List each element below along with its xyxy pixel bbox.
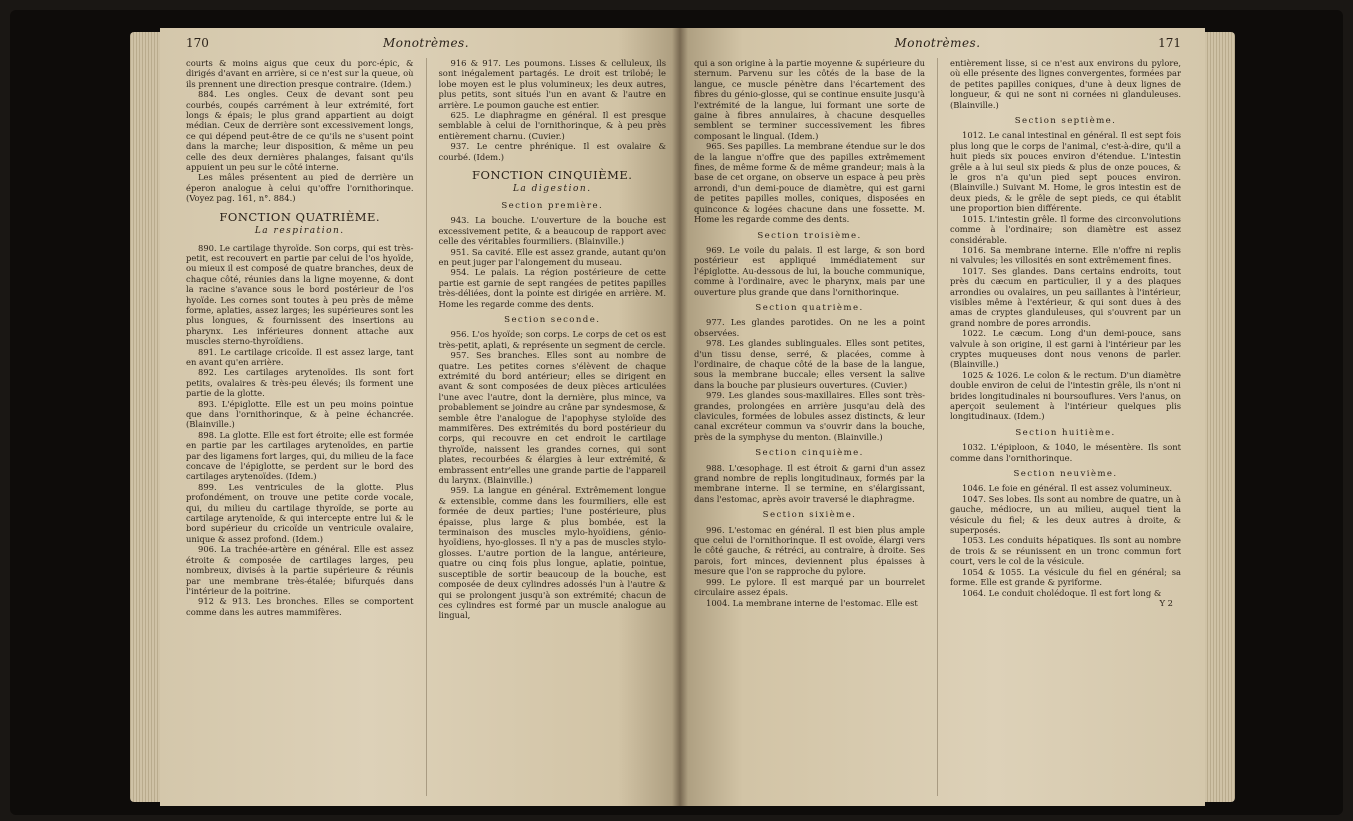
paragraph: 996. L'estomac en général. Il est bien plus ample que celui de l'ornithorinque. Il est ovoïde, élargi vers le côté gauche, & rétréci, au contraire, à droite. Ses parois, fort minces, deviennent plus épaisses à mesure que l'on se rapproche du pylore. <box>694 524 925 577</box>
paragraph: 956. L'os hyoïde; son corps. Le corps de cet os est très-petit, aplati, & représente un segment de cercle. <box>438 329 666 350</box>
section-heading: FONCTION QUATRIÈME. <box>219 209 381 224</box>
section-heading: Section sixième. <box>762 510 857 521</box>
page-number-right: 171 <box>1158 36 1181 50</box>
paragraph: 978. Les glandes sublinguales. Elles sont petites, d'un tissu dense, serré, & placées, comme à l'ordinaire, de chaque côté de la base de la langue, sous la membrane buccale; elles versent la salive dans la bouche par plusieurs ouvertures. (Cuvier.) <box>694 338 925 390</box>
paragraph: 891. Le cartilage cricoïde. Il est assez large, tant en avant qu'en arrière. <box>186 346 414 367</box>
paragraph: qui a son origine à la partie moyenne & supérieure du sternum. Parvenu sur les côtés de la base de la langue, ce muscle pénètre dans l'écartement des fibres du génio-glosse, qui se continue ensuite jusqu'à l'extrémité de la langue, lui formant une sorte de gaine à fibres annulaires, à chacune desquelles semblent se terminer successivement les fibres composant le lingual. (Idem.) <box>694 58 925 141</box>
column-rule <box>937 58 938 796</box>
paragraph: 957. Ses branches. Elles sont au nombre de quatre. Les petites cornes s'élèvent de chaque extrémité du bord antérieur; elles se dirigent en avant & sont composées de deux pièces articulées l'une avec l'autre, dont la dernière, plus mince, va probablement se joindre au crâne par syndesmose, & semble être l'analogue de l'apophyse styloïde des mammifères. Des extrémités du bord postérieur du corps, qui recouvre en cet endroit le cartilage thyroïde, naissent les grandes cornes, qui sont plates, recourbées & élargies à leur extrémité, & embrassent entr'elles une grande partie de l'appareil du larynx. (Blainville.) <box>438 350 666 486</box>
page-number-left: 170 <box>186 36 209 50</box>
paragraph: 1046. Le foie en général. Il est assez volumineux. <box>962 483 1173 494</box>
left-page <box>160 28 680 806</box>
section-heading: La digestion. <box>512 184 592 195</box>
paragraph: 916 & 917. Les poumons. Lisses & celluleux, ils sont inégalement partagés. Le droit est trilobé; le lobe moyen est le plus volumineux; les deux autres, plus petits, sont situés l'un en avant & l'autre en arrière. Le poumon gauche est entier. <box>438 58 666 110</box>
paragraph: 1053. Les conduits hépatiques. Ils sont au nombre de trois & se réunissent en un tronc commun fort court, vers le col de la vésicule. <box>950 535 1181 567</box>
paragraph: 892. Les cartilages arytenoïdes. Ils sont fort petits, ovalaires & très-peu élevés; ils forment une partie de la glotte. <box>186 367 414 399</box>
paragraph: 999. Le pylore. Il est marqué par un bourrelet circulaire assez épais. <box>694 576 925 598</box>
paragraph: 1032. L'épiploon, & 1040, le mésentère. Ils sont comme dans l'ornithorinque. <box>950 442 1181 463</box>
paragraph: 937. Le centre phrénique. Il est ovalaire & courbé. (Idem.) <box>438 141 666 162</box>
catchword: Y 2 <box>1159 597 1173 608</box>
running-head-left <box>186 36 666 54</box>
paragraph: 1017. Ses glandes. Dans certains endroits, tout près du cæcum en particulier, il y a des plaques arrondies ou ovalaires, un peu saillantes à l'intérieur, visibles même à l'extérieur, & qui sont dues à des amas de cryptes glanduleuses, qui s'ouvrent par un grand nombre de pores arrondis. <box>950 265 1181 328</box>
paragraph: 625. Le diaphragme en général. Il est presque semblable à celui de l'ornithorinque, & à peu près entièrement charnu. (Cuvier.) <box>438 110 666 141</box>
paragraph: 1064. Le conduit cholédoque. Il est fort long & <box>962 587 1162 598</box>
section-heading: Section huitième. <box>1015 427 1116 438</box>
book-spread <box>10 10 1343 815</box>
running-head-right <box>694 36 1181 54</box>
paragraph: 906. La trachée-artère en général. Elle est assez étroite & composée de cartilages larges, peu nombreux, divisés à la partie supérieure & réunis par une membrane très-étalée; bifurqués dans l'intérieur de la poitrine. <box>186 544 414 596</box>
paragraph: 954. Le palais. La région postérieure de cette partie est garnie de sept rangées de petites papilles très-déliées, dont la pointe est dirigée en arrière. M. Home les regarde comme des dents. <box>438 267 666 309</box>
section-heading: Section cinquième. <box>755 448 864 459</box>
paragraph: 951. Sa cavité. Elle est assez grande, autant qu'on en peut juger par l'alongement du museau. <box>438 246 666 267</box>
page-edges-left <box>130 32 160 802</box>
left-page-column-2 <box>439 58 667 796</box>
right-page-column-2 <box>950 58 1181 796</box>
paragraph: 912 & 913. Les bronches. Elles se comportent comme dans les autres mammifères. <box>186 596 414 617</box>
paragraph: 1054 & 1055. La vésicule du fiel en général; sa forme. Elle est grande & pyriforme. <box>950 566 1181 588</box>
paragraph: entièrement lisse, si ce n'est aux environs du pylore, où elle présente des lignes convergentes, formées par de petites papilles coniques, d'une à deux lignes de longueur, & qui ne sont ni cornées ni glanduleuses. (Blainville.) <box>950 58 1181 110</box>
paragraph: 899. Les ventricules de la glotte. Plus profondément, on trouve une petite corde vocale, qui, du milieu du cartilage thyroïde, se porte au cartilage arytenoïde, & qui intercepte entre lui & le bord supérieur du cricoïde un ventricule ovalaire, unique & assez profond. (Idem.) <box>186 481 414 544</box>
left-page-column-1 <box>186 58 414 796</box>
paragraph: 1004. La membrane interne de l'estomac. Elle est <box>706 597 918 608</box>
page-edges-right <box>1205 32 1235 802</box>
running-title-right: Monotrèmes. <box>894 36 981 50</box>
paragraph: 1015. L'intestin grêle. Il forme des circonvolutions comme à l'ordinaire; son diamètre est assez considérable. <box>950 213 1181 245</box>
book-gutter <box>672 28 688 806</box>
paragraph: 977. Les glandes parotides. On ne les a point observées. <box>694 317 925 338</box>
paragraph: 890. Le cartilage thyroïde. Son corps, qui est très-petit, est recouvert en partie par celui de l'os hyoïde, ou mieux il est composé de quatre branches, deux de chaque côté, réunies dans la ligne moyenne, & dont la racine s'avance sous le bord postérieur de l'os hyoïde. Les cornes sont toutes à peu près de même forme, aplaties, assez larges; les supérieures sont les plus longues, & fournissent des insertions au pharynx. Les inférieures donnent attache aux muscles sterno-thyroïdiens. <box>186 242 414 347</box>
paragraph: 1047. Ses lobes. Ils sont au nombre de quatre, un à gauche, médiocre, un au milieu, auquel tient la vésicule du fiel; & les deux autres à droite, & superposés. <box>950 493 1181 536</box>
paragraph: 1016. Sa membrane interne. Elle n'offre ni replis ni valvules; les villosités en sont extrêmement fines. <box>950 244 1181 266</box>
right-page <box>680 28 1205 806</box>
paragraph: 1012. Le canal intestinal en général. Il est sept fois plus long que le corps de l'animal, c'est-à-dire, qu'il a huit pieds six pouces environ d'étendue. L'intestin grêle a à lui seul six pieds & plus de onze pouces, & le gros n'a qu'un pied sept pouces environ. (Blainville.) Suivant M. Home, le gros intestin est de deux pieds, & le grêle de sept pieds, ce qui établit une proportion bien différente. <box>950 130 1181 214</box>
right-page-column-1 <box>694 58 925 796</box>
columns-left <box>186 58 666 796</box>
paragraph: Les mâles présentent au pied de derrière un éperon analogue à celui qu'offre l'ornithorinque. (Voyez pag. 161, n°. 884.) <box>186 172 414 204</box>
section-heading: FONCTION CINQUIÈME. <box>472 168 633 183</box>
running-title-left: Monotrèmes. <box>382 36 470 50</box>
paragraph: 1025 & 1026. Le colon & le rectum. D'un diamètre double environ de celui de l'intestin grêle, ils n'ont ni brides longitudinales ni boursouflures. Vers l'anus, on aperçoit seulement à l'intérieur quelques plis longitudinaux. (Idem.) <box>950 369 1181 422</box>
section-heading: Section seconde. <box>504 314 601 325</box>
paragraph: 965. Ses papilles. La membrane étendue sur le dos de la langue n'offre que des papilles extrêmement fines, de même forme & de même grandeur; mais à la base de cet organe, on observe un espace à peu près arrondi, d'un demi-pouce de diamètre, qui est garni de petites papilles molles, coniques, disposées en quinconce & logées chacune dans une fossette. M. Home les regarde comme des dents. <box>694 141 925 225</box>
paragraph: 943. La bouche. L'ouverture de la bouche est excessivement petite, & a beaucoup de rapport avec celle des véritables fourmiliers. (Blainville.) <box>438 215 666 247</box>
paragraph: 884. Les ongles. Ceux de devant sont peu courbés, coupés carrément à leur extrémité, fort longs & épais; le plus grand appartient au doigt médian. Ceux de derrière sont excessivement longs, ce qui dépend peut-être de ce qu'ils ne s'usent point dans la marche; leur disposition, & même un peu celle des deux dernières phalanges, faisant qu'ils appuient un peu sur le côté interne. <box>186 89 414 173</box>
paragraph: 898. La glotte. Elle est fort étroite; elle est formée en partie par les cartilages arytenoïdes, en partie par des ligamens fort larges, qui, du milieu de la face concave de l'épiglotte, se perdent sur le bord des cartilages arytenoïdes. (Idem.) <box>186 429 414 482</box>
section-heading: Section septième. <box>1014 116 1117 127</box>
section-heading: Section troisième. <box>757 230 862 241</box>
section-heading: Section neuvième. <box>1013 469 1118 480</box>
paragraph: 1022. Le cæcum. Long d'un demi-pouce, sans valvule à son origine, il est garni à l'intérieur par les cryptes muqueuses dont nous venons de parler. (Blainville.) <box>950 328 1181 370</box>
columns-right <box>694 58 1181 796</box>
section-heading: Section quatrième. <box>755 302 864 313</box>
column-rule <box>426 58 427 796</box>
paragraph: 988. L'œsophage. Il est étroit & garni d'un assez grand nombre de replis longitudinaux, formés par la membrane interne. Il se termine, en s'élargissant, dans l'estomac, après avoir traversé le diaphragme. <box>694 462 925 504</box>
right-page-column-2-body <box>950 58 1181 598</box>
paragraph: 959. La langue en général. Extrêmement longue & extensible, comme dans les fourmiliers, elle est formée de deux parties; l'une postérieure, plus épaisse, plus large & plus bombée, est la terminaison des muscles mylo-hyoïdiens, génio-hyoïdiens, hyo-glosses. Il n'y a pas de muscles stylo-glosses. L'autre portion de la langue, antérieure, quatre ou cinq fois plus longue, aplatie, pointue, susceptible de sortir beaucoup de la bouche, est composée de deux cylindres adossés l'un à l'autre & qui se prolongent jusqu'à son extrémité; chacun de ces cylindres est formé par un muscle analogue au lingual, <box>438 485 666 621</box>
section-heading: Section première. <box>501 200 604 211</box>
paragraph: 969. Le voile du palais. Il est large, & son bord postérieur est appliqué immédiatement sur l'épiglotte. Au-dessous de lui, la bouche communique, comme à l'ordinaire, avec le pharynx, mais par une ouverture plus grande que dans l'ornithorinque. <box>694 244 925 297</box>
section-heading: La respiration. <box>254 226 345 237</box>
paragraph: 979. Les glandes sous-maxillaires. Elles sont très-grandes, prolongées en arrière jusqu'au delà des clavicules, formées de lobules assez distincts, & leur canal excréteur commun va s'ouvrir dans la bouche, près de la symphyse du menton. (Blainville.) <box>694 390 925 442</box>
paragraph: courts & moins aigus que ceux du porc-épic, & dirigés d'avant en arrière, si ce n'est sur la queue, où ils prennent une direction presque contraire. (Idem.) <box>186 58 414 89</box>
paragraph: 893. L'épiglotte. Elle est un peu moins pointue que dans l'ornithorinque, & à peine échancrée. (Blainville.) <box>186 398 414 430</box>
